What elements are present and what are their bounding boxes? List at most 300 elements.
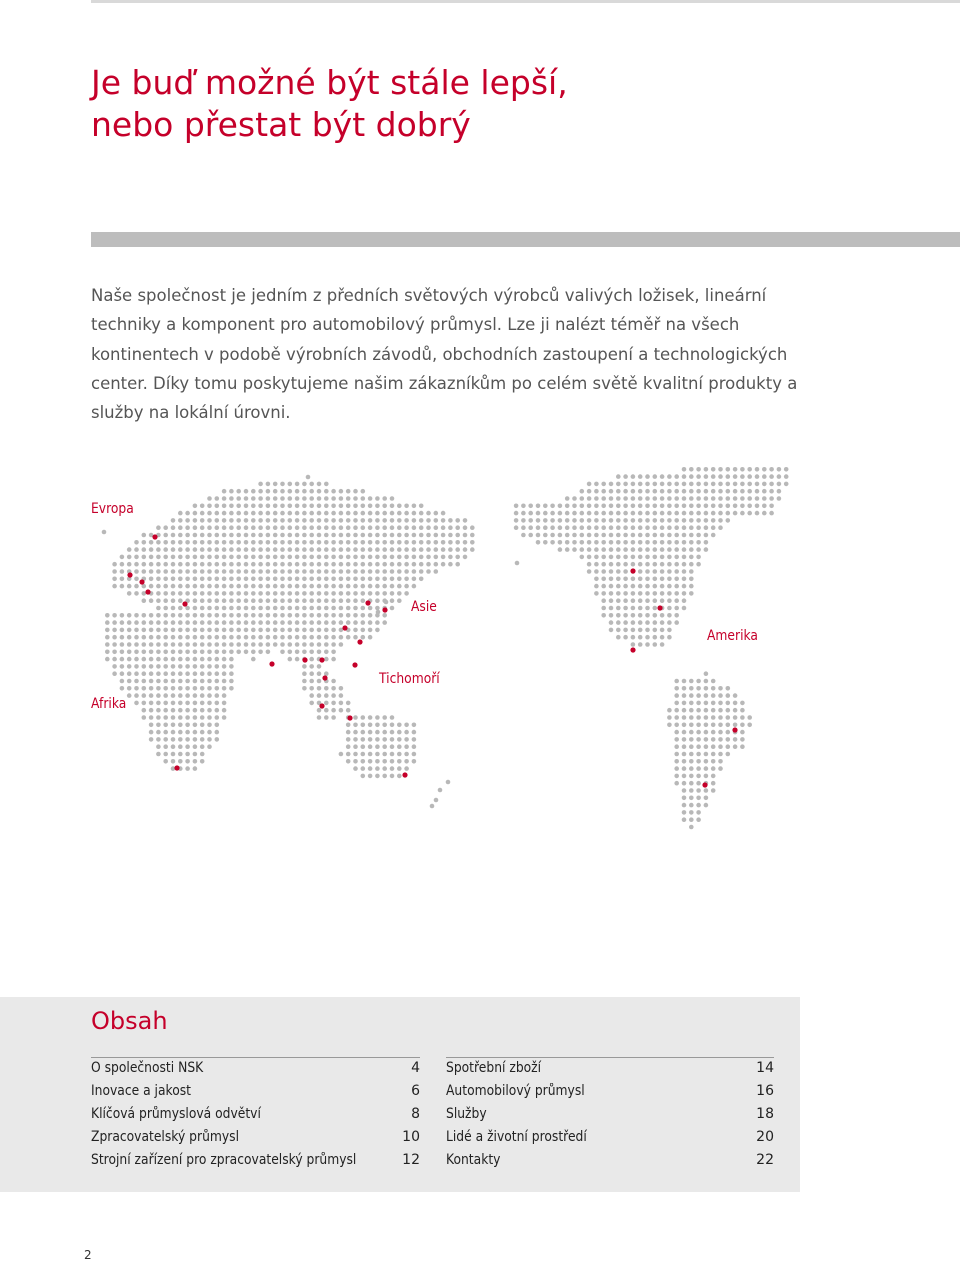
map-dot: [331, 635, 336, 640]
map-dot: [653, 628, 658, 633]
map-dot: [623, 496, 628, 501]
map-dot: [339, 584, 344, 589]
map-dot: [236, 613, 241, 618]
map-dot: [295, 555, 300, 560]
map-dot: [163, 584, 168, 589]
map-dot: [244, 540, 249, 545]
map-dot: [236, 591, 241, 596]
map-dot: [718, 496, 723, 501]
map-dot: [207, 628, 212, 633]
toc-item[interactable]: [446, 1057, 774, 1080]
map-dot: [601, 555, 606, 560]
map-dot: [295, 547, 300, 552]
location-marker: [152, 534, 157, 539]
map-dot: [185, 752, 190, 757]
map-dot: [580, 540, 585, 545]
map-dot: [142, 715, 147, 720]
map-dot: [726, 715, 731, 720]
map-dot: [689, 774, 694, 779]
map-dot: [674, 525, 679, 530]
map-dot: [412, 540, 417, 545]
map-dot: [580, 511, 585, 516]
map-dot: [704, 474, 709, 479]
map-dot: [653, 547, 658, 552]
map-dot: [419, 562, 424, 567]
map-dot: [601, 525, 606, 530]
map-dot: [120, 679, 125, 684]
map-dot: [404, 766, 409, 771]
map-dot: [266, 584, 271, 589]
map-dot: [156, 584, 161, 589]
map-dot: [609, 525, 614, 530]
map-dot: [382, 584, 387, 589]
map-dot: [645, 591, 650, 596]
map-dot: [572, 511, 577, 516]
map-dot: [361, 547, 366, 552]
map-dot: [674, 511, 679, 516]
map-dot: [368, 540, 373, 545]
map-dot: [653, 518, 658, 523]
map-dot: [565, 540, 570, 545]
map-dot: [236, 620, 241, 625]
map-dot: [514, 504, 519, 509]
map-dot: [601, 591, 606, 596]
map-dot: [142, 555, 147, 560]
map-dot: [346, 759, 351, 764]
map-dot: [295, 540, 300, 545]
map-dot: [733, 744, 738, 749]
map-dot: [696, 540, 701, 545]
map-dot: [704, 504, 709, 509]
map-dot: [682, 489, 687, 494]
map-dot: [163, 693, 168, 698]
map-dot: [368, 737, 373, 742]
map-dot: [244, 562, 249, 567]
toc-item[interactable]: [446, 1103, 774, 1126]
map-dot: [346, 555, 351, 560]
map-dot: [200, 504, 205, 509]
map-dot: [711, 781, 716, 786]
map-dot: [200, 759, 205, 764]
map-dot: [382, 715, 387, 720]
map-dot: [653, 584, 658, 589]
map-dot: [280, 584, 285, 589]
map-dot: [726, 496, 731, 501]
toc-item-label: Zpracovatelský průmysl: [91, 1129, 240, 1145]
map-dot: [288, 482, 293, 487]
map-dot: [120, 628, 125, 633]
map-dot: [142, 650, 147, 655]
map-dot: [368, 569, 373, 574]
toc-right-separator: [446, 1057, 774, 1058]
toc-item[interactable]: [91, 1149, 420, 1172]
map-dot: [565, 496, 570, 501]
map-dot: [156, 708, 161, 713]
map-dot: [594, 518, 599, 523]
map-dot: [127, 584, 132, 589]
map-dot: [163, 708, 168, 713]
map-dot: [623, 584, 628, 589]
map-dot: [689, 540, 694, 545]
map-dot: [638, 620, 643, 625]
map-dot: [163, 562, 168, 567]
map-dot: [660, 511, 665, 516]
map-dot: [288, 518, 293, 523]
map-dot: [193, 598, 198, 603]
map-dot: [361, 715, 366, 720]
map-dot: [674, 708, 679, 713]
map-dot: [244, 555, 249, 560]
location-marker: [269, 661, 274, 666]
toc-item-label: O společnosti NSK: [91, 1060, 204, 1076]
map-dot: [375, 752, 380, 757]
map-dot: [361, 774, 366, 779]
map-dot: [397, 744, 402, 749]
map-dot: [280, 504, 285, 509]
map-dot: [455, 540, 460, 545]
map-dot: [660, 569, 665, 574]
map-dot: [273, 577, 278, 582]
map-dot: [361, 511, 366, 516]
map-dot: [317, 482, 322, 487]
map-dot: [163, 701, 168, 706]
map-dot: [689, 591, 694, 596]
map-dot: [156, 664, 161, 669]
map-dot: [616, 598, 621, 603]
map-dot: [382, 723, 387, 728]
map-dot: [251, 613, 256, 618]
map-dot: [740, 467, 745, 472]
map-dot: [302, 525, 307, 530]
toc-item[interactable]: [446, 1080, 774, 1103]
map-dot: [448, 533, 453, 538]
map-dot: [244, 511, 249, 516]
map-dot: [609, 598, 614, 603]
map-dot: [156, 642, 161, 647]
map-dot: [171, 686, 176, 691]
map-dot: [740, 708, 745, 713]
toc-item[interactable]: [91, 1126, 420, 1149]
map-dot: [244, 591, 249, 596]
map-dot: [674, 547, 679, 552]
map-dot: [324, 562, 329, 567]
map-dot: [200, 591, 205, 596]
map-dot: [609, 577, 614, 582]
map-dot: [368, 635, 373, 640]
map-dot: [258, 555, 263, 560]
intro-paragraph: Naše společnost je jedním z předních světových výrobců valivých ložisek, lineární techniky a komponent pro automobilový průmysl. Lze ji nalézt téměř na všech kontinentech v podobě výrobních závodů, obchodních zastoupení a technologických center. Díky tomu poskytujeme našim zákazníkům po celém světě kvalitní produkty a služby na lokální úrovni.: [91, 286, 798, 423]
map-dot: [171, 525, 176, 530]
map-dot: [302, 504, 307, 509]
map-dot: [288, 525, 293, 530]
map-dot: [163, 613, 168, 618]
map-dot: [236, 518, 241, 523]
map-dot: [149, 693, 154, 698]
map-dot: [696, 701, 701, 706]
map-dot: [623, 613, 628, 618]
map-dot: [667, 504, 672, 509]
map-dot: [309, 679, 314, 684]
map-dot: [631, 598, 636, 603]
map-dot: [674, 474, 679, 479]
map-dot: [149, 650, 154, 655]
map-dot: [127, 613, 132, 618]
map-dot: [134, 562, 139, 567]
map-dot: [193, 504, 198, 509]
map-dot: [645, 540, 650, 545]
map-dot: [587, 525, 592, 530]
map-dot: [200, 693, 205, 698]
map-dot: [762, 474, 767, 479]
map-dot: [375, 569, 380, 574]
map-dot: [623, 606, 628, 611]
map-dot: [331, 584, 336, 589]
map-dot: [616, 577, 621, 582]
map-dot: [726, 701, 731, 706]
map-dot: [222, 496, 227, 501]
map-dot: [200, 628, 205, 633]
map-dot: [616, 591, 621, 596]
toc-item[interactable]: [91, 1103, 420, 1126]
map-dot: [229, 511, 234, 516]
map-dot: [704, 788, 709, 793]
map-dot: [609, 591, 614, 596]
map-dot: [558, 547, 563, 552]
map-dot: [185, 693, 190, 698]
map-dot: [368, 584, 373, 589]
map-dot: [331, 555, 336, 560]
toc-item[interactable]: [446, 1126, 774, 1149]
map-dot: [185, 569, 190, 574]
map-dot: [229, 606, 234, 611]
map-dot: [609, 533, 614, 538]
map-dot: [682, 496, 687, 501]
map-dot: [689, 817, 694, 822]
map-dot: [390, 759, 395, 764]
map-dot: [134, 635, 139, 640]
map-dot: [236, 525, 241, 530]
map-dot: [258, 606, 263, 611]
map-dot: [594, 482, 599, 487]
map-dot: [397, 525, 402, 530]
map-dot: [142, 642, 147, 647]
map-dot: [601, 598, 606, 603]
map-dot: [368, 613, 373, 618]
map-dot: [112, 628, 117, 633]
map-dot: [361, 555, 366, 560]
map-dot: [704, 708, 709, 713]
map-dot: [331, 489, 336, 494]
toc-item-page: 22: [756, 1152, 774, 1168]
map-dot: [601, 496, 606, 501]
map-dot: [171, 547, 176, 552]
map-dot: [353, 540, 358, 545]
map-dot: [134, 540, 139, 545]
map-dot: [470, 540, 475, 545]
map-dot: [266, 504, 271, 509]
map-dot: [653, 598, 658, 603]
map-dot: [142, 540, 147, 545]
map-dot: [193, 642, 198, 647]
map-dot: [375, 533, 380, 538]
map-dot: [521, 525, 526, 530]
map-dot: [295, 635, 300, 640]
map-dot: [317, 562, 322, 567]
map-dot: [674, 569, 679, 574]
map-dot: [653, 555, 658, 560]
map-dot: [419, 504, 424, 509]
map-dot: [682, 533, 687, 538]
map-dot: [375, 759, 380, 764]
map-dot: [361, 744, 366, 749]
map-dot: [222, 562, 227, 567]
map-dot: [171, 628, 176, 633]
toc-item[interactable]: [446, 1149, 774, 1172]
map-dot: [375, 547, 380, 552]
map-dot: [616, 569, 621, 574]
map-dot: [762, 489, 767, 494]
map-dot: [171, 635, 176, 640]
map-dot: [601, 482, 606, 487]
map-dot: [740, 730, 745, 735]
map-dot: [288, 555, 293, 560]
map-dot: [193, 766, 198, 771]
map-dot: [353, 759, 358, 764]
map-dot: [251, 496, 256, 501]
map-dot: [682, 737, 687, 742]
map-dot: [682, 679, 687, 684]
map-dot: [755, 496, 760, 501]
map-dot: [331, 657, 336, 662]
map-dot: [463, 555, 468, 560]
map-dot: [667, 577, 672, 582]
map-dot: [382, 766, 387, 771]
map-dot: [368, 766, 373, 771]
map-dot: [645, 547, 650, 552]
map-dot: [193, 679, 198, 684]
map-dot: [609, 584, 614, 589]
map-dot: [368, 504, 373, 509]
map-dot: [718, 504, 723, 509]
map-dot: [674, 766, 679, 771]
map-dot: [244, 598, 249, 603]
map-dot: [689, 825, 694, 830]
map-dot: [185, 664, 190, 669]
map-dot: [331, 496, 336, 501]
map-dot: [696, 482, 701, 487]
map-dot: [273, 584, 278, 589]
map-dot: [120, 642, 125, 647]
map-dot: [689, 766, 694, 771]
map-dot: [353, 620, 358, 625]
map-dot: [397, 562, 402, 567]
map-dot: [645, 598, 650, 603]
map-dot: [521, 511, 526, 516]
map-dot: [412, 547, 417, 552]
map-dot: [587, 496, 592, 501]
map-dot: [536, 540, 541, 545]
map-dot: [733, 467, 738, 472]
map-dot: [193, 518, 198, 523]
map-dot: [193, 752, 198, 757]
map-dot: [623, 547, 628, 552]
toc-item[interactable]: [91, 1057, 420, 1080]
map-dot: [288, 504, 293, 509]
map-dot: [193, 650, 198, 655]
map-dot: [390, 584, 395, 589]
map-dot: [696, 774, 701, 779]
map-dot: [134, 628, 139, 633]
map-dot: [302, 620, 307, 625]
map-dot: [382, 591, 387, 596]
toc-item[interactable]: [91, 1080, 420, 1103]
map-dot: [601, 518, 606, 523]
map-dot: [384, 600, 389, 605]
map-dot: [295, 584, 300, 589]
map-dot: [302, 584, 307, 589]
map-dot: [295, 533, 300, 538]
map-dot: [185, 766, 190, 771]
map-dot: [266, 628, 271, 633]
map-dot: [536, 533, 541, 538]
map-dot: [280, 650, 285, 655]
map-dot: [769, 496, 774, 501]
map-dot: [215, 650, 220, 655]
map-dot: [601, 489, 606, 494]
map-dot: [623, 569, 628, 574]
map-dot: [339, 598, 344, 603]
map-dot: [601, 613, 606, 618]
map-dot: [295, 577, 300, 582]
map-dot: [667, 525, 672, 530]
map-dot: [317, 650, 322, 655]
map-dot: [142, 671, 147, 676]
map-dot: [368, 547, 373, 552]
map-dot: [361, 569, 366, 574]
map-dot: [222, 591, 227, 596]
map-dot: [280, 511, 285, 516]
map-dot: [587, 547, 592, 552]
map-dot: [368, 606, 373, 611]
map-dot: [368, 759, 373, 764]
map-dot: [302, 482, 307, 487]
map-dot: [740, 482, 745, 487]
map-dot: [601, 577, 606, 582]
map-dot: [704, 489, 709, 494]
map-dot: [696, 715, 701, 720]
map-dot: [105, 620, 110, 625]
map-dot: [185, 628, 190, 633]
map-dot: [382, 511, 387, 516]
map-dot: [222, 613, 227, 618]
map-dot: [638, 577, 643, 582]
map-dot: [704, 715, 709, 720]
map-dot: [156, 555, 161, 560]
map-dot: [587, 504, 592, 509]
map-dot: [324, 635, 329, 640]
map-dot: [623, 518, 628, 523]
map-dot: [302, 664, 307, 669]
map-dot: [361, 577, 366, 582]
map-dot: [667, 555, 672, 560]
map-dot: [375, 540, 380, 545]
map-dot: [382, 730, 387, 735]
location-marker: [402, 772, 407, 777]
map-dot: [438, 788, 443, 793]
map-dot: [601, 562, 606, 567]
map-dot: [266, 620, 271, 625]
map-dot: [193, 606, 198, 611]
